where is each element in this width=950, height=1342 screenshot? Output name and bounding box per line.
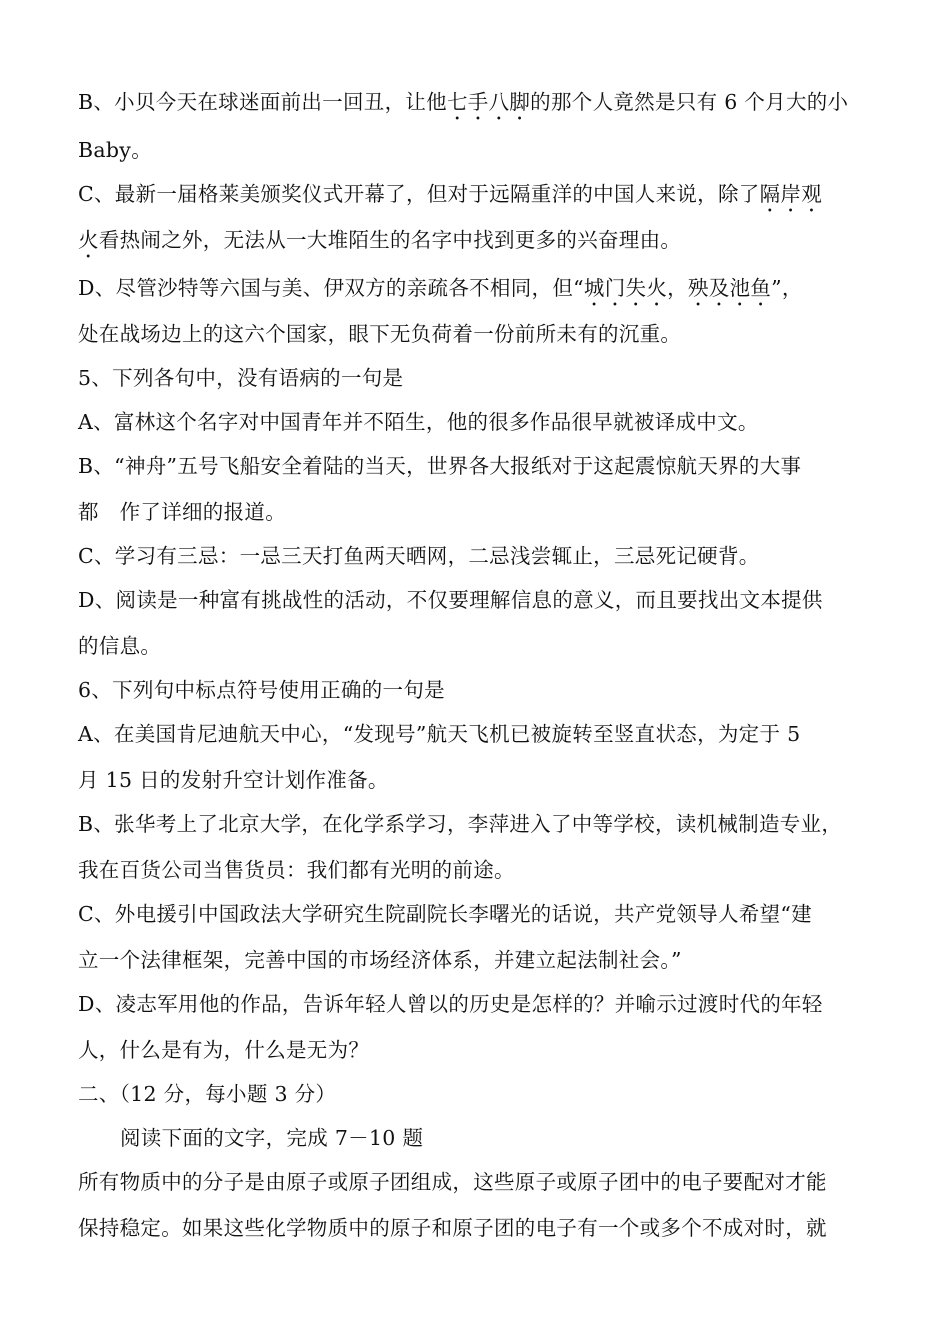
q5-stem: 5、下列各句中，没有语病的一句是: [78, 366, 404, 390]
q4-option-d-cont: 处在战场边上的这六个国家，眼下无负荷着一份前所未有的沉重。: [78, 322, 682, 346]
q4-option-b-cont: Baby。: [78, 138, 152, 162]
q5-option-a: A、富林这个名字对中国青年并不陌生，他的很多作品很早就被译成中文。: [78, 410, 759, 434]
q5-option-d-cont: 的信息。: [78, 634, 162, 658]
q4-d-text-end: ”，: [771, 276, 803, 300]
q6-option-c-cont: 立一个法律框架，完善中国的市场经济体系，并建立起法制社会。”: [78, 948, 682, 972]
q4-option-c: [78, 180, 822, 217]
section2-instruction: 阅读下面的文字，完成 7－10 题: [120, 1126, 424, 1150]
q5-option-b: B、“神舟”五号飞船安全着陆的当天，世界各大报纸对于这起震惊航天界的大事: [78, 454, 802, 478]
q4-b-text: B、小贝今天在球迷面前出一回丑，让他: [78, 90, 447, 114]
q4-option-b: [78, 88, 848, 125]
q4-option-c-cont: [78, 226, 681, 263]
q4-b-emphasis: 七手八脚: [446, 90, 531, 114]
q4-d-text: D、尽管沙特等六国与美、伊双方的亲疏各不相同，但“: [78, 276, 584, 300]
q6-option-b-cont: 我在百货公司当售货员：我们都有光明的前途。: [78, 858, 515, 882]
passage-line-1: 所有物质中的分子是由原子或原子团组成，这些原子或原子团中的电子要配对才能: [78, 1170, 827, 1194]
q4-c-emphasis-cont: 火: [78, 228, 99, 252]
q6-option-d-cont: 人，什么是有为，什么是无为？: [78, 1038, 370, 1062]
q5-option-b-cont: 都 作了详细的报道。: [78, 500, 286, 524]
q4-option-d: [78, 274, 803, 311]
q5-option-c: C、学习有三忌：一忌三天打鱼两天晒网，二忌浅尝辄止，三忌死记硬背。: [78, 544, 760, 568]
q6-stem: 6、下列句中标点符号使用正确的一句是: [78, 678, 445, 702]
q4-b-text-end: 的那个人竟然是只有 6 个月大的小: [530, 90, 849, 114]
section2-heading: 二、（12 分，每小题 3 分）: [78, 1082, 337, 1106]
q6-option-a-cont: 月 15 日的发射升空计划作准备。: [78, 768, 389, 792]
q6-option-d: D、凌志军用他的作品，告诉年轻人曾以的历史是怎样的？并喻示过渡时代的年轻: [78, 992, 823, 1016]
q4-c-text-end: 看热闹之外，无法从一大堆陌生的名字中找到更多的兴奋理由。: [98, 228, 682, 252]
q6-option-b: B、张华考上了北京大学，在化学系学习，李萍进入了中等学校，读机械制造专业，: [78, 812, 843, 836]
passage-line-2: 保持稳定。如果这些化学物质中的原子和原子团的电子有一个或多个不成对时，就: [78, 1216, 827, 1240]
q6-option-a: A、在美国肯尼迪航天中心，“发现号”航天飞机已被旋转至竖直状态，为定于 5: [78, 722, 801, 746]
q5-option-d: D、阅读是一种富有挑战性的活动，不仅要理解信息的意义，而且要找出文本提供: [78, 588, 823, 612]
q4-c-emphasis: 隔岸观: [759, 182, 822, 206]
q4-d-emphasis: 城门失火，殃及池鱼: [583, 276, 772, 300]
q6-option-c: C、外电援引中国政法大学研究生院副院长李曙光的话说，共产党领导人希望“建: [78, 902, 812, 926]
q4-c-text: C、最新一届格莱美颁奖仪式开幕了，但对于远隔重洋的中国人来说，除了: [78, 182, 760, 206]
